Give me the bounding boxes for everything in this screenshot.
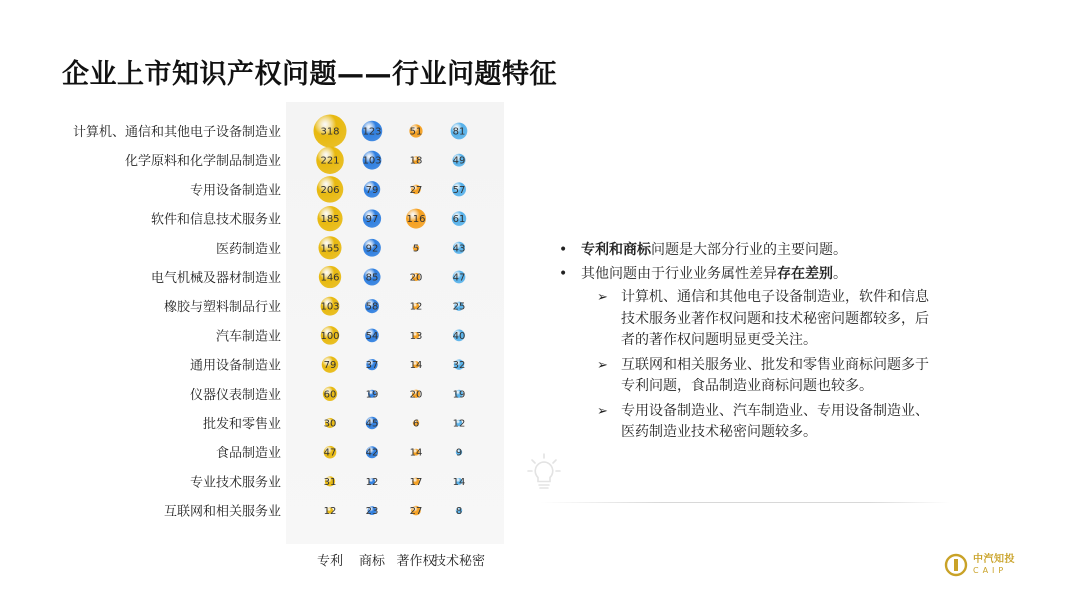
logo-icon <box>944 553 968 577</box>
bullet-2-text: 其他问题由于行业业务属性差异 <box>581 265 777 282</box>
data-label: 40 <box>452 330 466 342</box>
data-label: 51 <box>409 126 423 138</box>
logo <box>944 553 1015 577</box>
data-label: 116 <box>406 214 426 226</box>
data-label: 12 <box>365 476 379 488</box>
column-label: 商标 <box>358 554 386 569</box>
category-label: 软件和信息技术服务业 <box>150 212 281 228</box>
category-label: 汽车制造业 <box>215 329 281 345</box>
data-label: 318 <box>320 126 340 138</box>
bullet-2 <box>557 264 937 286</box>
data-label: 27 <box>409 184 423 196</box>
data-label: 14 <box>452 476 466 488</box>
data-label: 18 <box>409 155 423 167</box>
bullet-list <box>557 240 937 447</box>
bullet-dot: • <box>559 242 568 258</box>
category-label: 仪器仪表制造业 <box>189 387 281 403</box>
data-label: 43 <box>452 243 466 255</box>
data-label: 12 <box>409 301 423 313</box>
category-label: 批发和零售业 <box>202 417 281 432</box>
logo-en: CAIP <box>973 566 1008 575</box>
data-label: 45 <box>365 418 379 430</box>
data-label: 185 <box>320 214 340 226</box>
column-label: 专利 <box>316 554 344 569</box>
bullet-1-bold: 专利和商标 <box>581 242 651 258</box>
sub-bullet-1 <box>557 287 937 352</box>
data-label: 79 <box>365 184 379 196</box>
data-label: 20 <box>409 272 423 284</box>
data-label: 97 <box>365 214 379 226</box>
bullet-1-text: 问题是大部分行业的主要问题。 <box>651 242 847 258</box>
data-label: 61 <box>452 214 466 226</box>
data-label: 25 <box>452 301 466 313</box>
data-label: 30 <box>323 418 337 430</box>
category-label: 通用设备制造业 <box>189 358 281 374</box>
data-label: 54 <box>365 330 379 342</box>
data-label: 155 <box>320 243 340 255</box>
data-label: 79 <box>323 360 337 372</box>
data-label: 32 <box>452 360 466 372</box>
data-label: 57 <box>452 184 466 196</box>
data-label: 85 <box>365 272 379 284</box>
column-label: 著作权 <box>396 554 436 569</box>
data-label: 6 <box>412 418 420 430</box>
data-label: 81 <box>452 126 466 138</box>
bullet-1 <box>557 240 937 262</box>
data-label: 19 <box>365 389 379 401</box>
data-label: 14 <box>409 447 423 459</box>
sub-bullet-3-text: 专用设备制造业、汽车制造业、专用设备制造业、医药制造业技术秘密问题较多。 <box>621 402 929 440</box>
data-label: 60 <box>323 389 337 401</box>
data-label: 103 <box>362 155 382 167</box>
bullet-2-bold: 存在差别 <box>777 265 833 282</box>
data-label: 12 <box>323 506 337 518</box>
data-label: 23 <box>365 506 379 518</box>
data-label: 221 <box>320 155 340 167</box>
page-title: 企业上市知识产权问题——行业问题特征 <box>62 59 557 90</box>
data-label: 47 <box>452 272 466 284</box>
data-label: 146 <box>320 272 340 284</box>
sub-bullet-2-text: 互联网和相关服务业、批发和零售业商标问题多于专利问题，食品制造业商标问题也较多。 <box>621 356 929 394</box>
divider <box>540 502 950 503</box>
data-label: 31 <box>323 476 337 488</box>
category-label: 电气机械及器材制造业 <box>150 271 281 286</box>
data-label: 12 <box>452 418 466 430</box>
sub-bullet-2 <box>557 355 937 398</box>
data-label: 100 <box>320 330 340 342</box>
data-label: 123 <box>362 126 382 138</box>
logo-cn: 中汽知投 <box>973 554 1015 565</box>
sub-bullet-1-text: 计算机、通信和其他电子设备制造业，软件和信息技术服务业著作权问题和技术秘密问题都较多，后者的著作权问题明显更受关注。 <box>621 289 929 348</box>
arrow-icon: ➢ <box>597 290 608 305</box>
data-label: 49 <box>452 155 466 167</box>
data-label: 42 <box>365 447 379 459</box>
arrow-icon: ➢ <box>597 403 608 419</box>
category-label: 专业技术服务业 <box>189 475 281 491</box>
data-label: 103 <box>320 301 340 313</box>
data-label: 206 <box>320 184 340 196</box>
category-label: 化学原料和化学制品制造业 <box>124 154 281 170</box>
data-label: 47 <box>323 447 337 459</box>
bullet-2-end: 。 <box>833 265 847 282</box>
category-label: 医药制造业 <box>215 241 281 257</box>
data-label: 17 <box>409 476 423 488</box>
lightbulb-icon <box>526 452 562 496</box>
category-label: 食品制造业 <box>215 446 281 462</box>
data-label: 13 <box>409 330 423 342</box>
data-label: 27 <box>409 506 423 518</box>
category-label: 橡胶与塑料制品行业 <box>163 300 281 316</box>
data-label: 8 <box>455 506 463 518</box>
category-label: 专用设备制造业 <box>189 183 281 199</box>
data-label: 20 <box>409 389 423 401</box>
data-label: 19 <box>452 389 466 401</box>
data-label: 5 <box>412 243 420 255</box>
category-label: 互联网和相关服务业 <box>163 504 281 520</box>
bullet-dot: • <box>559 265 568 282</box>
data-label: 92 <box>365 243 379 255</box>
bubble-chart <box>0 0 520 608</box>
data-label: 58 <box>365 301 379 313</box>
column-label: 技术秘密 <box>432 554 486 569</box>
data-label: 37 <box>365 360 379 372</box>
sub-bullet-3 <box>557 401 937 444</box>
category-label: 计算机、通信和其他电子设备制造业 <box>72 125 281 140</box>
data-label: 9 <box>455 447 463 459</box>
arrow-icon: ➢ <box>597 357 608 373</box>
data-label: 14 <box>409 360 423 372</box>
